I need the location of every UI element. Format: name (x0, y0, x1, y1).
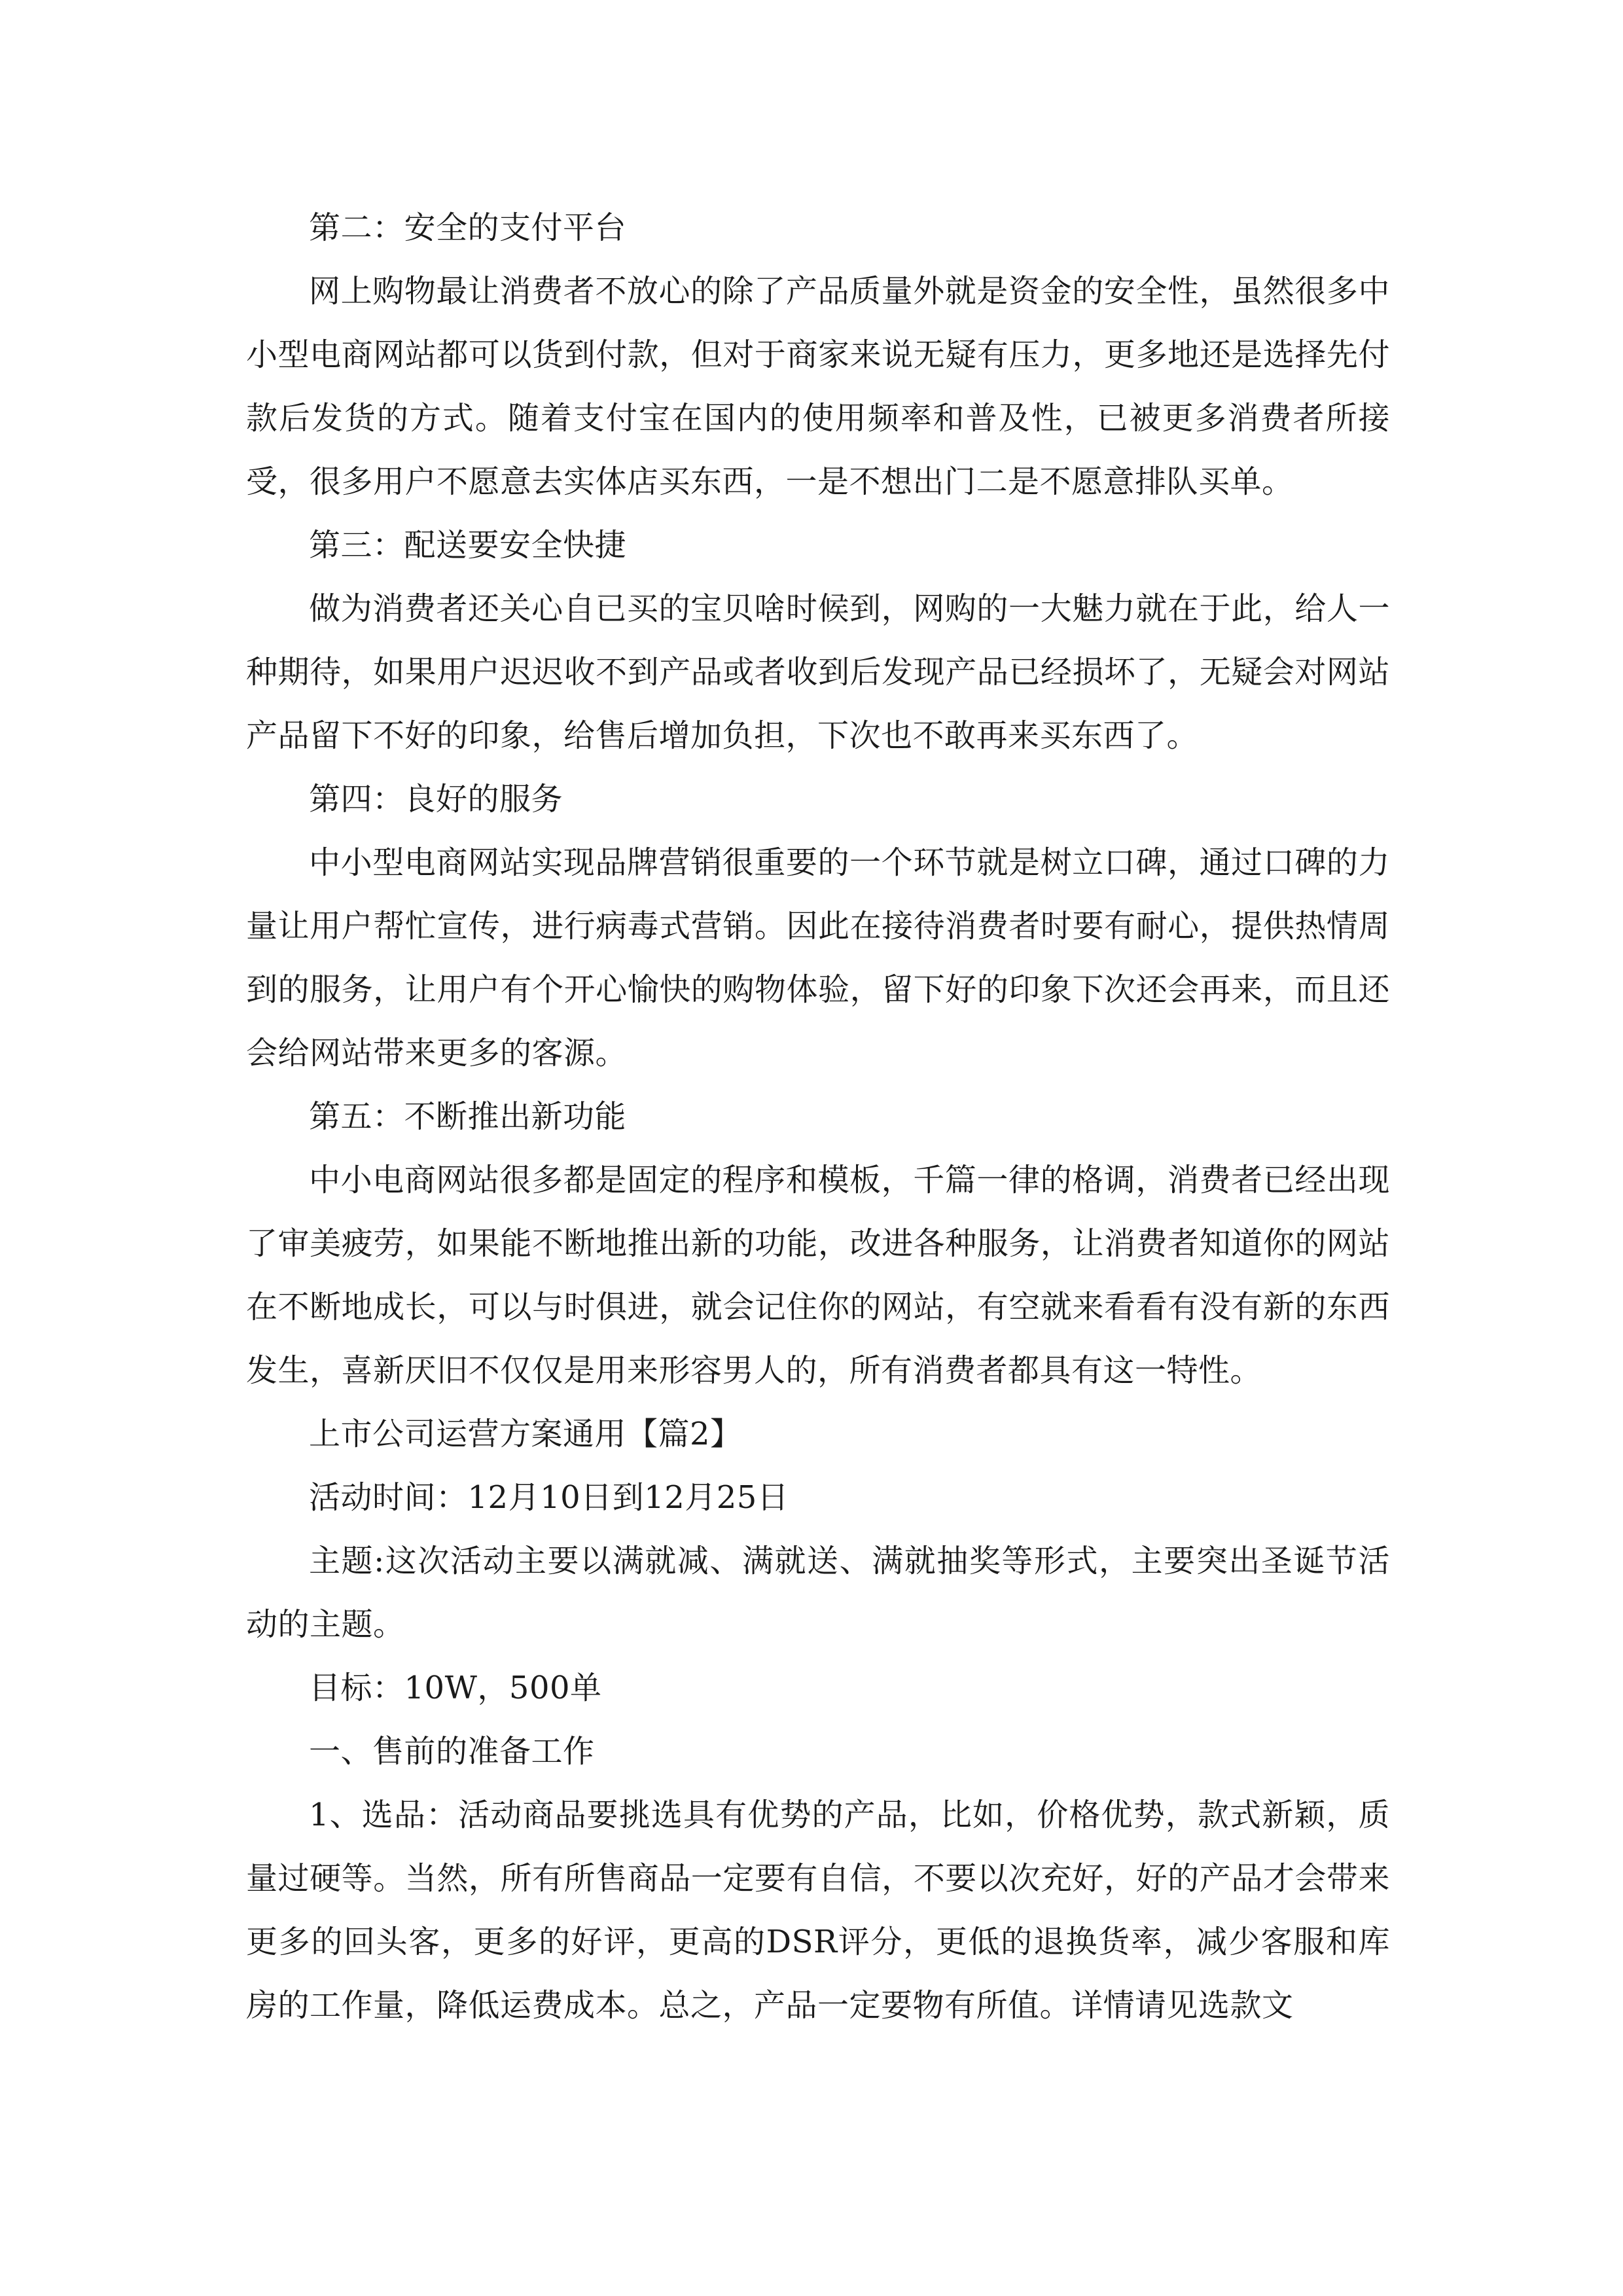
paragraph-fast-delivery: 做为消费者还关心自已买的宝贝啥时候到，网购的一大魅力就在于此，给人一种期待，如果用户迟迟收不到产品或者收到后发现产品已经损坏了，无疑会对网站产品留下不好的印象，给售后增加负担，下次也不敢再来买东西了。 (246, 590, 1390, 754)
heading-secure-payment: 第二：安全的支付平台 (309, 209, 627, 246)
activity-theme: 主题:这次活动主要以满就减、满就送、满就抽奖等形式，主要突出圣诞节活动的主题。 (246, 1543, 1390, 1643)
heading-good-service: 第四：良好的服务 (309, 781, 563, 817)
activity-target: 目标：10W，500单 (309, 1670, 602, 1706)
heading-fast-delivery: 第三：配送要安全快捷 (309, 527, 627, 564)
document-body (246, 196, 1390, 2037)
heading-presale-preparation: 一、售前的准备工作 (309, 1733, 595, 1770)
heading-new-features: 第五：不断推出新功能 (309, 1098, 627, 1135)
section-title-part-2: 上市公司运营方案通用【篇2】 (309, 1416, 742, 1452)
paragraph-product-selection: 1、选品：活动商品要挑选具有优势的产品，比如，价格优势，款式新颖，质量过硬等。当然，所有所售商品一定要有自信，不要以次充好，好的产品才会带来更多的回头客，更多的好评，更高的DSR评分，更低的退换货率，减少客服和库房的工作量，降低运费成本。总之，产品一定要物有所值。详情请见选款文 (246, 1797, 1390, 2024)
paragraph-new-features: 中小电商网站很多都是固定的程序和模板，千篇一律的格调，消费者已经出现了审美疲劳，如果能不断地推出新的功能，改进各种服务，让消费者知道你的网站在不断地成长，可以与时俱进，就会记住你的网站，有空就来看看有没有新的东西发生，喜新厌旧不仅仅是用来形容男人的，所有消费者都具有这一特性。 (246, 1162, 1390, 1389)
paragraph-good-service: 中小型电商网站实现品牌营销很重要的一个环节就是树立口碑，通过口碑的力量让用户帮忙宣传，进行病毒式营销。因此在接待消费者时要有耐心，提供热情周到的服务，让用户有个开心愉快的购物体验，留下好的印象下次还会再来，而且还会给网站带来更多的客源。 (246, 844, 1390, 1071)
activity-time: 活动时间：12月10日到12月25日 (309, 1479, 789, 1516)
paragraph-secure-payment: 网上购物最让消费者不放心的除了产品质量外就是资金的安全性，虽然很多中小型电商网站都可以货到付款，但对于商家来说无疑有压力，更多地还是选择先付款后发货的方式。随着支付宝在国内的使用频率和普及性，已被更多消费者所接受，很多用户不愿意去实体店买东西，一是不想出门二是不愿意排队买单。 (246, 273, 1390, 500)
